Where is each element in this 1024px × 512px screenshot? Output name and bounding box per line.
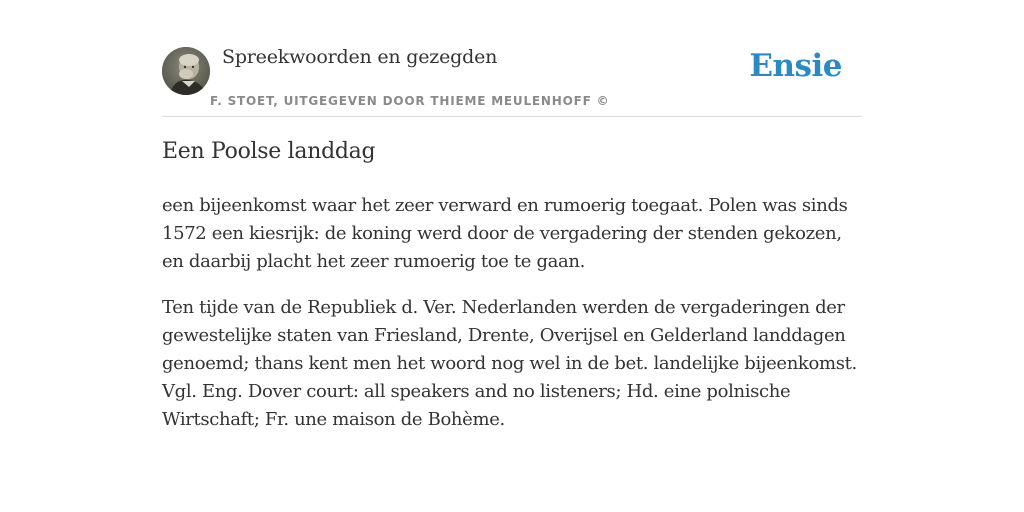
entry-paragraph-definition: een bijeenkomst waar het zeer verward en rumoerig toegaat. Polen was sinds 1572 een kiesrijk: de koning werd door de vergadering der stenden gekozen, en daarbij placht het zeer rumoerig toe te gaan. [162,195,848,272]
entry-title: Een Poolse landdag [162,139,376,164]
entry-paragraph-explanation: Ten tijde van de Republiek d. Ver. Nederlanden werden de vergaderingen der gewestelijke staten van Friesland, Drente, Overijsel en Gelderland landdagen genoemd; thans kent men het woord nog wel in de bet. landelijke bijeenkomst. Vgl. Eng. Dover court: all speakers and no listeners; Hd. eine polnische Wirtschaft; Fr. une maison de Bohème. [162,297,857,430]
source-header [162,44,862,117]
ensie-logo-link[interactable]: Ensie [749,48,842,84]
source-title[interactable]: Spreekwoorden en gezegden [222,46,498,68]
author-avatar[interactable] [162,47,210,95]
portrait-photo-icon [162,47,210,95]
entry-body [162,192,862,452]
source-credit: F. STOET, UITGEGEVEN DOOR THIEME MEULENHOFF © [210,94,610,108]
